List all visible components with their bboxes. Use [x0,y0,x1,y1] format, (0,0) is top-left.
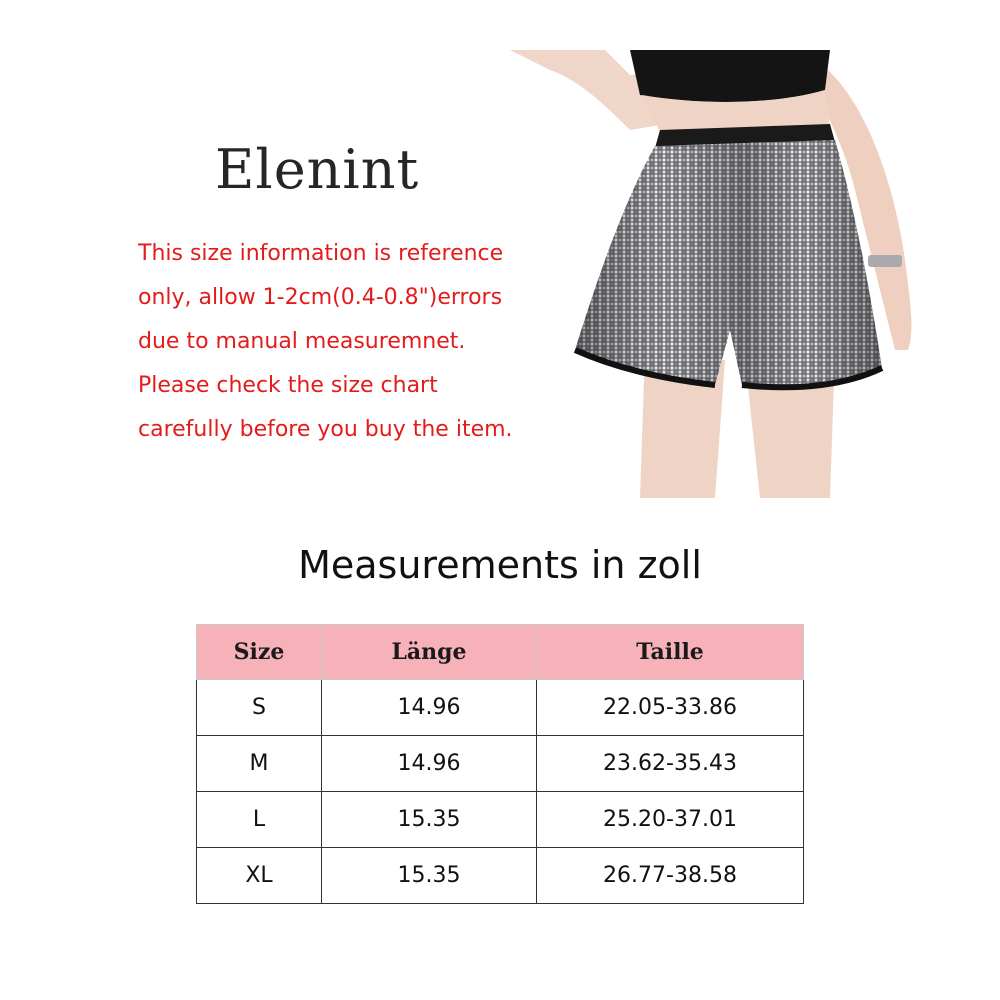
size-disclaimer [138,232,558,452]
size-cell: L [197,792,322,848]
column-header-waist: Taille [537,625,804,680]
disclaimer-line: due to manual measuremnet. [138,329,466,354]
size-cell: S [197,680,322,736]
table-row [197,792,804,848]
disclaimer-line: This size information is reference [138,241,504,266]
disclaimer-line: carefully before you buy the item. [138,417,513,442]
length-cell: 14.96 [322,680,537,736]
table-row [197,736,804,792]
waist-cell: 22.05-33.86 [537,680,804,736]
brand-logo: Elenint [215,138,420,201]
size-cell: XL [197,848,322,904]
waist-cell: 23.62-35.43 [537,736,804,792]
size-table [196,624,804,904]
disclaimer-line: Please check the size chart [138,373,438,398]
table-header-row [197,625,804,680]
chart-title: Measurements in zoll [298,543,702,587]
length-cell: 15.35 [322,792,537,848]
waist-cell: 25.20-37.01 [537,792,804,848]
table-row [197,848,804,904]
disclaimer-line: only, allow 1-2cm(0.4-0.8")errors [138,285,503,310]
size-cell: M [197,736,322,792]
length-cell: 14.96 [322,736,537,792]
waist-cell: 26.77-38.58 [537,848,804,904]
column-header-size: Size [197,625,322,680]
product-photo [510,50,925,498]
watch-icon [868,255,902,267]
table-row [197,680,804,736]
length-cell: 15.35 [322,848,537,904]
column-header-length: Länge [322,625,537,680]
